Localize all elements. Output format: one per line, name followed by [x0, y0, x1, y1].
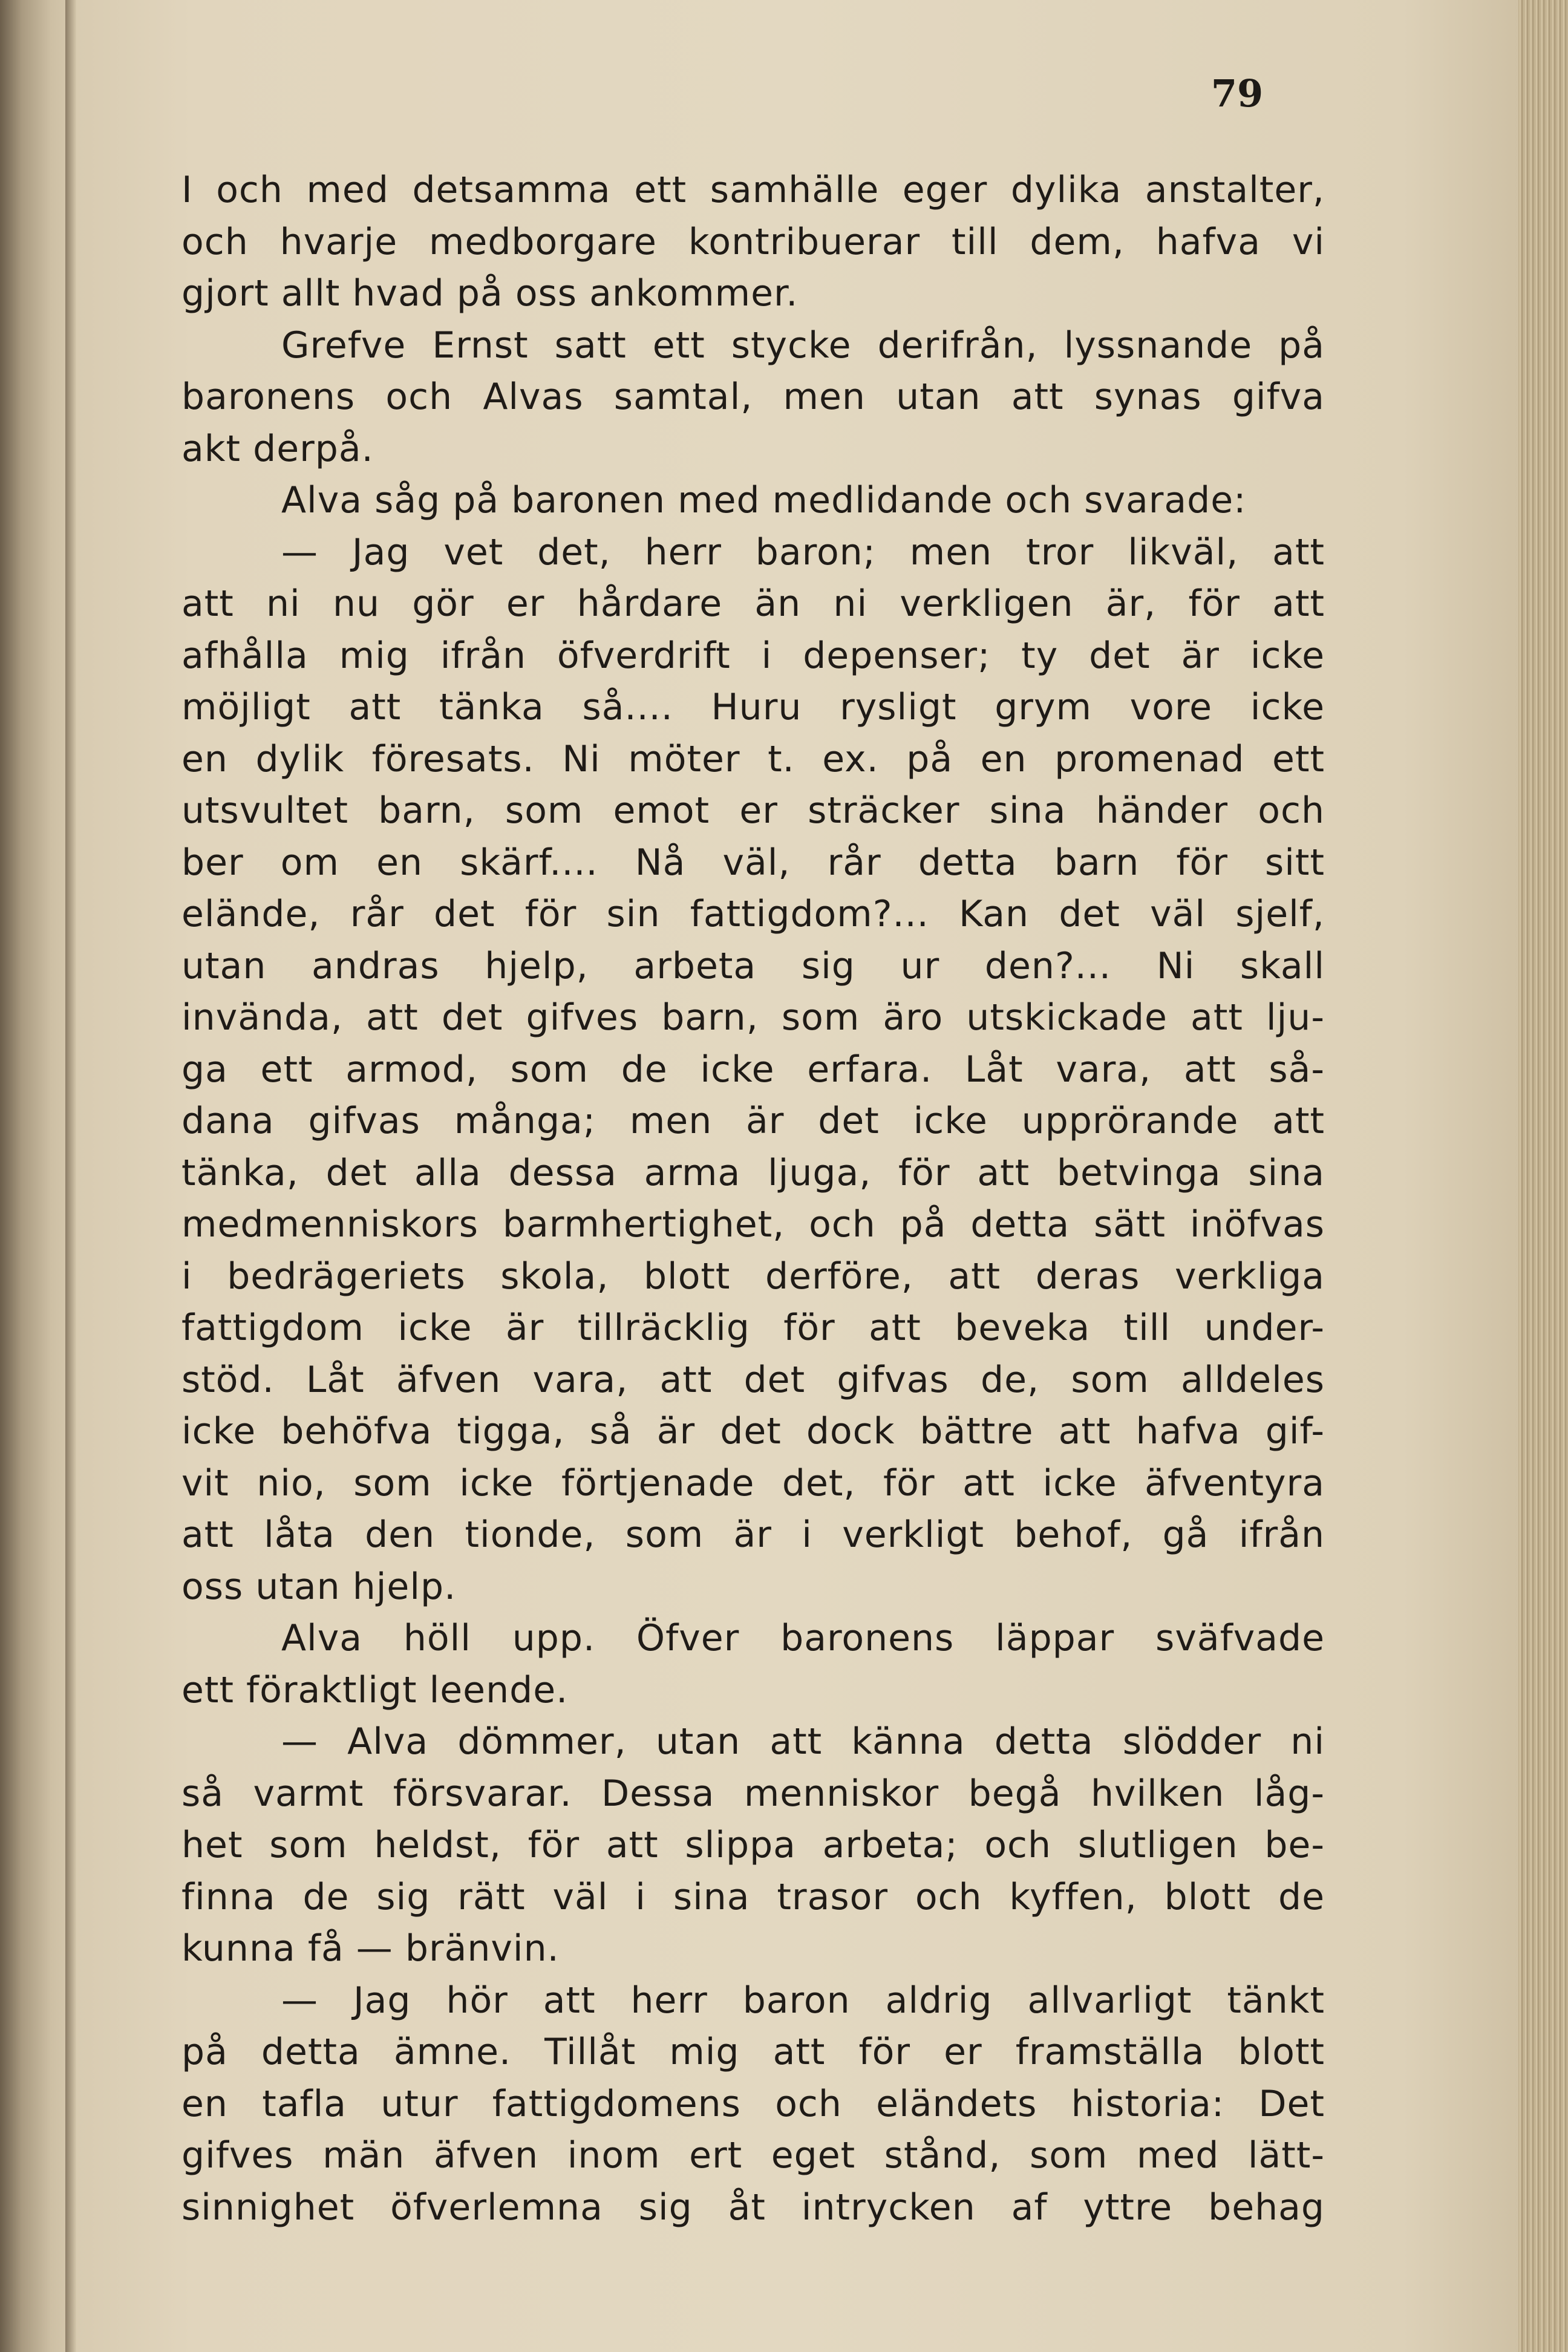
text-line: afhålla mig ifrån öfverdrift i depenser; ty det är icke	[181, 634, 1325, 677]
text-line: — Jag vet det, herr baron; men tror likväl, att	[281, 531, 1325, 573]
text-line: gifves män äfven inom ert eget stånd, som med lätt-	[181, 2134, 1325, 2177]
text-line: en dylik föresats. Ni möter t. ex. på en promenad ett	[181, 737, 1325, 780]
text-line: på detta ämne. Tillåt mig att för er framställa blott	[181, 2031, 1325, 2073]
text-line: vit nio, som icke förtjenade det, för att icke äfventyra	[181, 1462, 1325, 1504]
text-line: och hvarje medborgare kontribuerar till dem, hafva vi	[181, 220, 1325, 263]
text-line: att ni nu gör er hårdare än ni verkligen är, för att	[181, 583, 1325, 625]
text-line: möjligt att tänka så.... Huru rysligt grym vore icke	[181, 686, 1325, 728]
text-line: ber om en skärf.... Nå väl, rår detta barn för sitt	[181, 841, 1325, 884]
text-line: i bedrägeriets skola, blott derföre, att deras verkliga	[181, 1255, 1325, 1298]
text-line: kunna få — bränvin.	[181, 1927, 560, 1970]
text-line: gjort allt hvad på oss ankommer.	[181, 272, 799, 315]
text-line: — Alva dömmer, utan att känna detta slödder ni	[281, 1720, 1325, 1763]
text-line: ga ett armod, som de icke erfara. Låt vara, att så-	[181, 1048, 1325, 1091]
text-line: finna de sig rätt väl i sina trasor och kyffen, blott de	[181, 1875, 1325, 1918]
text-line: oss utan hjelp.	[181, 1565, 457, 1608]
page-number: 79	[1210, 71, 1264, 116]
text-line: att låta den tionde, som är i verkligt behof, gå ifrån	[181, 1514, 1325, 1556]
text-line: Alva såg på baronen med medlidande och svarade:	[281, 479, 1247, 521]
text-line: het som heldst, för att slippa arbeta; och slutligen be-	[181, 1824, 1325, 1866]
text-line: ett föraktligt leende.	[181, 1668, 569, 1711]
text-line: Alva höll upp. Öfver baronens läppar sväfvade	[281, 1617, 1325, 1659]
text-line: baronens och Alvas samtal, men utan att synas gifva	[181, 376, 1325, 418]
text-line: I och med detsamma ett samhälle eger dylika anstalter,	[181, 169, 1325, 211]
body-text	[181, 165, 1325, 2233]
text-line: invända, att det gifves barn, som äro utskickade att lju-	[181, 996, 1325, 1039]
text-line: elände, rår det för sin fattigdom?... Kan det väl sjelf,	[181, 893, 1325, 935]
text-line: en tafla utur fattigdomens och eländets historia: Det	[181, 2082, 1325, 2125]
text-line: utsvultet barn, som emot er sträcker sina händer och	[181, 789, 1325, 832]
text-line: sinnighet öfverlemna sig åt intrycken af yttre behag	[181, 2186, 1325, 2229]
text-line: Grefve Ernst satt ett stycke derifrån, lyssnande på	[281, 324, 1325, 367]
text-line: stöd. Låt äfven vara, att det gifvas de, som alldeles	[181, 1358, 1325, 1401]
text-line: akt derpå.	[181, 427, 374, 470]
text-line: icke behöfva tigga, så är det dock bättre att hafva gif-	[181, 1410, 1325, 1452]
text-line: fattigdom icke är tillräcklig för att beveka till under-	[181, 1307, 1325, 1349]
text-line: utan andras hjelp, arbeta sig ur den?... Ni skall	[181, 944, 1325, 987]
text-line: tänka, det alla dessa arma ljuga, för att betvinga sina	[181, 1151, 1325, 1194]
text-line: — Jag hör att herr baron aldrig allvarligt tänkt	[281, 1979, 1325, 2022]
text-line: medmenniskors barmhertighet, och på detta sätt inöfvas	[181, 1203, 1325, 1246]
page-stack-edges	[1518, 0, 1568, 2352]
text-line: dana gifvas många; men är det icke upprörande att	[181, 1100, 1325, 1142]
previous-page-edge	[0, 0, 73, 2352]
text-line: så varmt försvarar. Dessa menniskor begå hvilken låg-	[181, 1772, 1325, 1815]
book-gutter	[65, 0, 76, 2352]
